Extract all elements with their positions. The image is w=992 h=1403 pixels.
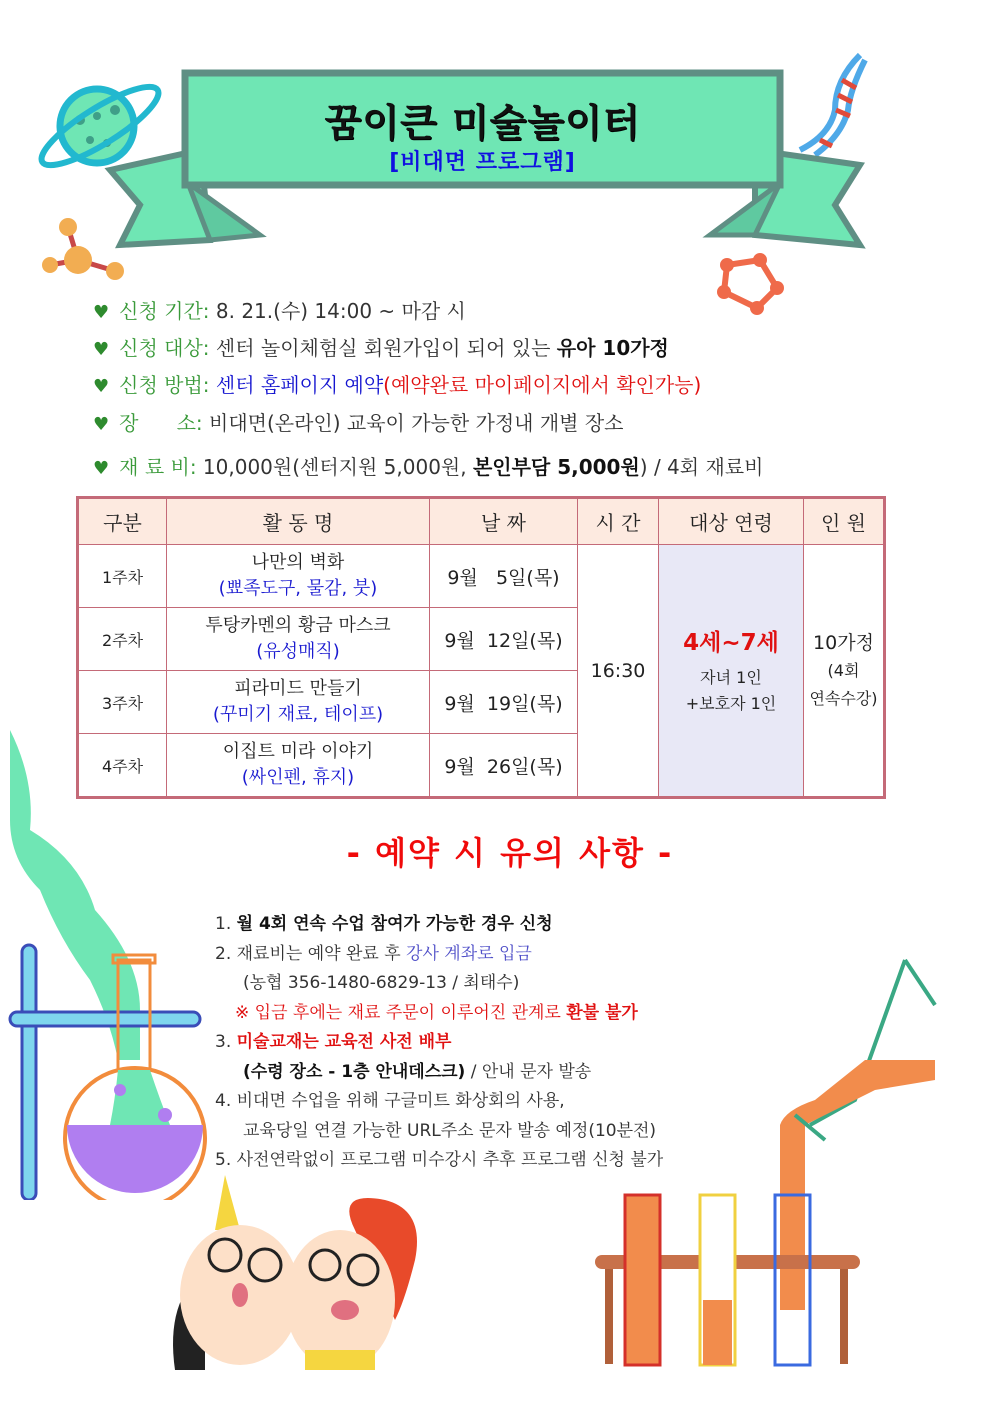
item-number: 1.: [215, 914, 237, 934]
header-capacity: 인 원: [804, 498, 885, 545]
item-text: 미술교재는 교육전 사전 배부: [236, 1032, 452, 1052]
age-line-1: 자녀 1인: [700, 668, 762, 687]
activity-name: 피라미드 만들기: [234, 678, 362, 699]
info-value: 10,000원(센터지원 5,000원,: [196, 455, 473, 479]
info-location: [93, 407, 624, 436]
item-text: 재료비는 예약 완료 후: [236, 943, 407, 964]
notice-title: - 예약 시 유의 사항 -: [346, 834, 674, 872]
capacity-note-1: (4회: [827, 660, 860, 680]
info-value: 8. 21.(수) 14:00 ~ 마감 시: [209, 299, 466, 323]
item-number: 5.: [215, 1150, 237, 1170]
activity-materials: (싸인펜, 휴지): [241, 767, 355, 788]
header-time: 시 간: [578, 498, 659, 545]
info-value: 비대면(온라인) 교육이 가능한 가정내 개별 장소: [202, 411, 624, 435]
activity-name: 나만의 벽화: [251, 552, 345, 573]
heart-icon: ♥: [93, 414, 110, 435]
characters-illustration: [165, 1170, 425, 1370]
week-cell: 4주차: [78, 734, 167, 798]
capacity-value: 10가정: [813, 631, 874, 654]
item-text: 사전연락없이 프로그램 미수강시 추후 프로그램 신청 불가: [236, 1150, 664, 1170]
info-value-red: (예약완료 마이페이지에서 확인가능): [383, 373, 702, 397]
activity-materials: (꾸미기 재료, 테이프): [212, 704, 384, 725]
heart-icon: ♥: [93, 458, 110, 479]
heart-icon: ♥: [93, 339, 110, 360]
info-label: 신청 방법:: [119, 373, 210, 397]
age-cell: [659, 545, 804, 798]
item-number: 3.: [215, 1032, 237, 1052]
pickup-location: (수령 장소 - 1층 안내데스크): [243, 1061, 466, 1082]
date-cell: 9월 5일(목): [430, 545, 578, 608]
page-subtitle: [비대면 프로그램]: [389, 150, 576, 175]
test-tubes-illustration: [585, 950, 945, 1370]
pickup-note: / 안내 문자 발송: [465, 1061, 592, 1082]
age-line-2: +보호자 1인: [685, 694, 777, 713]
header-week: 구분: [78, 498, 167, 545]
item-highlight: 강사 계좌로 입금: [406, 943, 532, 964]
info-label: 신청 기간:: [119, 299, 210, 323]
age-range: 4세~7세: [683, 630, 779, 656]
activity-name: 투탕카멘의 황금 마스크: [205, 615, 391, 636]
info-method: [93, 369, 701, 398]
date-cell: 9월 12일(목): [430, 608, 578, 671]
item-text: 비대면 수업을 위해 구글미트 화상회의 사용,: [236, 1091, 565, 1111]
activity-materials: (유성매직): [256, 641, 340, 662]
info-value-blue: 센터 홈페이지 예약: [209, 373, 384, 397]
info-label: 재 료 비:: [119, 455, 197, 479]
activity-materials: (뾰족도구, 물감, 붓): [218, 578, 378, 599]
info-target: [93, 332, 669, 361]
warning-text: ※ 입금 후에는 재료 주문이 이루어진 관계로: [235, 1002, 567, 1023]
info-value: 센터 놀이체험실 회원가입이 되어 있는: [209, 336, 557, 360]
table-header-row: [78, 498, 885, 545]
time-cell: 16:30: [578, 545, 659, 798]
activity-name: 이집트 미라 이야기: [222, 741, 374, 762]
header-date: 날 짜: [430, 498, 578, 545]
capacity-cell: [804, 545, 885, 798]
date-cell: 9월 19일(목): [430, 671, 578, 734]
header-activity: 활 동 명: [167, 498, 430, 545]
page-title: 꿈이큰 미술놀이터: [324, 101, 641, 145]
pentagon-molecule-illustration: [712, 250, 792, 315]
table-row: [78, 545, 885, 608]
item-number: 2.: [215, 943, 237, 964]
notice-item-2-account: (농협 356-1480-6829-13 / 최태수): [243, 973, 520, 993]
item-text: 월 4회 연속 수업 참여가 가능한 경우 신청: [236, 914, 553, 934]
heart-icon: ♥: [93, 302, 110, 323]
info-label: 신청 대상:: [119, 336, 210, 360]
activity-cell: [167, 608, 430, 671]
week-cell: 3주차: [78, 671, 167, 734]
date-cell: 9월 26일(목): [430, 734, 578, 798]
item-number: 4.: [215, 1091, 237, 1111]
notice-item-4-sub: 교육당일 연결 가능한 URL주소 문자 발송 예정(10분전): [243, 1120, 657, 1141]
activity-cell: [167, 545, 430, 608]
capacity-note-2: 연속수강): [809, 688, 878, 708]
notice-item-1: [215, 910, 663, 940]
week-cell: 1주차: [78, 545, 167, 608]
flask-illustration: [0, 720, 215, 1200]
info-fee: [93, 451, 763, 480]
info-value-bold: 유아 10가정: [556, 336, 669, 360]
info-value-bold: 본인부담 5,000원: [472, 455, 640, 479]
info-period: [93, 295, 466, 324]
header-age: 대상 연령: [659, 498, 804, 545]
info-value-after: ) / 4회 재료비: [639, 455, 764, 479]
week-cell: 2주차: [78, 608, 167, 671]
heart-icon: ♥: [93, 376, 110, 397]
warning-bold: 환불 불가: [566, 1002, 638, 1023]
info-label: 장 소:: [119, 411, 203, 435]
